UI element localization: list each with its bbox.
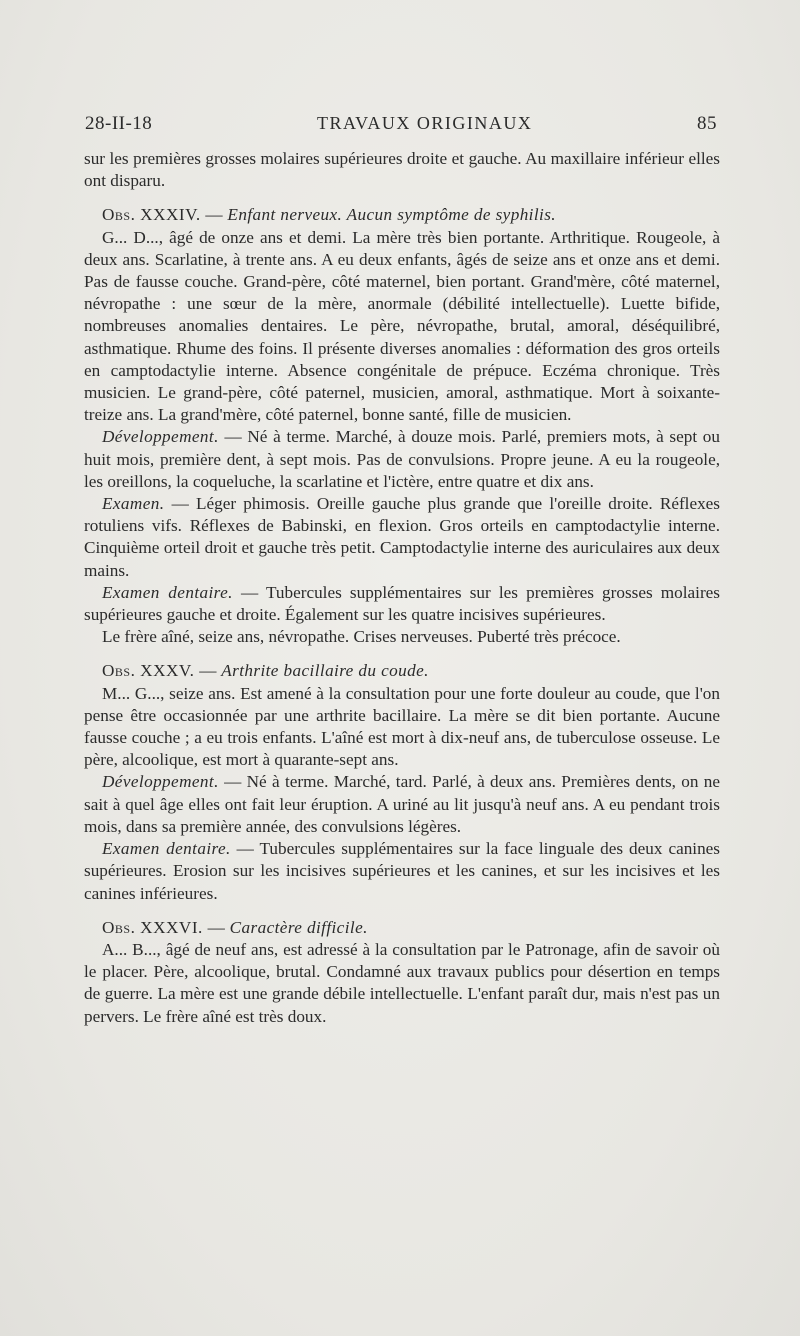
obs-34-history: G... D..., âgé de onze ans et demi. La mère très bien portante. Arthritique. Rougeole, à deux ans. Scarlatine, à trente ans. A eu deux enfants, âgés de seize ans et onze ans et demi. Pas de fausse couche. Grand-père, côté maternel, bien portant. Grand'mère, côté maternel, névropathe : une sœur de la mère, anormale (débilité intellectuelle). Luette bifide, nombreuses anomalies dentaires. Le père, névropathe, brutal, amoral, déséquilibré, asthmatique. Rhume des foins. Il présente diverses anomalies : déformation des gros orteils en camptodactylie interne. Absence congénitale de prépuce. Eczéma chronique. Très musicien. Le grand-père, côté paternel, musicien, amoral, asthmatique. Mort à soixante-treize ans. La grand'mère, côté paternel, bonne santé, fille de musicien. (84, 227, 720, 425)
obs-34-dev-label: Développement. (102, 427, 219, 447)
obs-35-dental-exam (84, 838, 720, 905)
header-date: 28-II-18 (85, 113, 153, 134)
obs-35-dev-text: — Né à terme. Marché, tard. Parlé, à deux ans. Premières dents, on ne sait à quel âge elles ont fait leur éruption. A uriné au lit jusqu'à neuf ans. A eu pendant trois mois, dans sa première année, des convulsions légères. (84, 772, 720, 836)
obs-34-heading (84, 204, 720, 226)
header-title: TRAVAUX ORIGINAUX (316, 113, 533, 133)
obs-35-label: Obs. XXXV. — (102, 661, 217, 681)
obs-34-dental-exam (84, 582, 720, 626)
obs-35-title: Arthrite bacillaire du coude. (221, 661, 429, 681)
obs-36-label: Obs. XXXVI. — (102, 917, 226, 937)
running-header (85, 113, 717, 135)
obs-35-dev-label: Développement. (102, 772, 219, 792)
obs-34-exam-text: — Léger phimosis. Oreille gauche plus grande que l'oreille droite. Réflexes rotuliens vifs. Réflexes de Babinski, en flexion. Gros orteils en camptodactylie interne. Cinquième orteil droit et gauche très petit. Camptodactylie interne des auriculaires aux deux mains. (84, 494, 720, 580)
obs-34-exam (84, 493, 720, 582)
obs-34-dent-text: — Tubercules supplémentaires sur les premières grosses molaires supérieures gauche et droite. Également sur les quatre incisives supérieures. (84, 582, 720, 625)
obs-35-history: M... G..., seize ans. Est amené à la consultation pour une forte douleur au coude, que l'on pense être occasionnée par une arthrite bacillaire. La mère se dit bien portante. Aucune fausse couche ; a eu trois enfants. L'aîné est mort à dix-neuf ans, de tuberculose osseuse. Le père, alcoolique, est mort à quarante-sept ans. (84, 683, 720, 770)
obs-34-dent-label: Examen dentaire. (102, 582, 233, 602)
obs-34-brother: Le frère aîné, seize ans, névropathe. Crises nerveuses. Puberté très précoce. (102, 627, 621, 647)
obs-34-exam-label: Examen. (102, 494, 165, 514)
obs-35-development (84, 771, 720, 838)
obs-35-dent-text: — Tubercules supplémentaires sur la face linguale des deux canines supérieures. Erosion sur les incisives supérieures et les canines, et sur les incisives et les canines inférieures. (84, 839, 720, 903)
page-body (84, 148, 720, 1028)
intro-paragraph: sur les premières grosses molaires supérieures droite et gauche. Au maxillaire inférieur elles ont disparu. (84, 149, 720, 191)
obs-36-heading (84, 917, 720, 939)
obs-34-dev-text: — Né à terme. Marché, à douze mois. Parlé, premiers mots, à sept ou huit mois, première dent, à sept mois. Pas de convulsions. Propre jeune. A eu la rougeole, les oreillons, la coqueluche, la scarlatine et l'ictère, entre quatre et dix ans. (84, 427, 720, 491)
obs-34-development (84, 426, 720, 493)
page-number: 85 (697, 113, 717, 134)
obs-36-title: Caractère difficile. (229, 917, 368, 937)
obs-34-title: Enfant nerveux. Aucun symptôme de syphilis. (227, 205, 556, 225)
obs-34-label: Obs. XXXIV. — (102, 205, 224, 225)
obs-36-history: A... B..., âgé de neuf ans, est adressé à la consultation par le Patronage, afin de savoir où le placer. Père, alcoolique, brutal. Condamné aux travaux publics pour désertion en temps de guerre. La mère est une grande débile intellectuelle. L'enfant paraît dur, mais n'est pas un pervers. Le frère aîné est très doux. (84, 939, 720, 1026)
obs-35-heading (84, 660, 720, 682)
obs-35-dent-label: Examen dentaire. (102, 839, 231, 859)
